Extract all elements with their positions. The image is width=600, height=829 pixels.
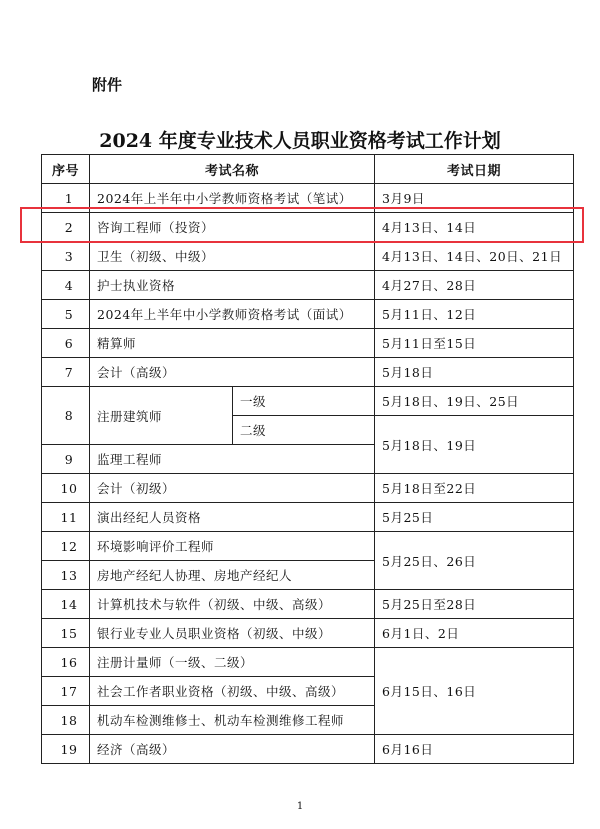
table-row bbox=[42, 648, 574, 677]
table-row bbox=[42, 213, 574, 242]
row-no: 1 bbox=[42, 184, 90, 213]
exam-date: 6月1日、2日 bbox=[375, 619, 574, 648]
row-no: 4 bbox=[42, 271, 90, 300]
row-no: 11 bbox=[42, 503, 90, 532]
page-number: 1 bbox=[296, 801, 304, 812]
exam-name: 演出经纪人员资格 bbox=[90, 503, 375, 532]
exam-name: 机动车检测维修士、机动车检测维修工程师 bbox=[90, 706, 375, 735]
row-no: 14 bbox=[42, 590, 90, 619]
table-row bbox=[42, 735, 574, 764]
exam-name: 2024年上半年中小学教师资格考试（面试） bbox=[90, 300, 375, 329]
table-row bbox=[42, 184, 574, 213]
exam-name: 环境影响评价工程师 bbox=[90, 532, 375, 561]
row-no: 12 bbox=[42, 532, 90, 561]
exam-date: 4月27日、28日 bbox=[375, 271, 574, 300]
table-row bbox=[42, 300, 574, 329]
row-no: 19 bbox=[42, 735, 90, 764]
exam-subname: 二级 bbox=[233, 416, 375, 445]
table-header-row bbox=[42, 155, 574, 184]
exam-name: 房地产经纪人协理、房地产经纪人 bbox=[90, 561, 375, 590]
table-row bbox=[42, 271, 574, 300]
header-name: 考试名称 bbox=[90, 155, 375, 184]
exam-name: 银行业专业人员职业资格（初级、中级） bbox=[90, 619, 375, 648]
exam-date: 4月13日、14日 bbox=[375, 213, 574, 242]
row-no: 3 bbox=[42, 242, 90, 271]
table-row bbox=[42, 358, 574, 387]
row-no: 6 bbox=[42, 329, 90, 358]
header-no: 序号 bbox=[42, 155, 90, 184]
exam-name: 会计（高级） bbox=[90, 358, 375, 387]
exam-name: 社会工作者职业资格（初级、中级、高级） bbox=[90, 677, 375, 706]
row-no: 10 bbox=[42, 474, 90, 503]
exam-name: 2024年上半年中小学教师资格考试（笔试） bbox=[90, 184, 375, 213]
exam-date: 5月25日至28日 bbox=[375, 590, 574, 619]
table-row bbox=[42, 619, 574, 648]
row-no: 2 bbox=[42, 213, 90, 242]
exam-date: 5月25日 bbox=[375, 503, 574, 532]
row-no: 7 bbox=[42, 358, 90, 387]
exam-date: 6月15日、16日 bbox=[375, 648, 574, 735]
row-no: 17 bbox=[42, 677, 90, 706]
table-row bbox=[42, 329, 574, 358]
exam-subname: 一级 bbox=[233, 387, 375, 416]
table-row bbox=[42, 503, 574, 532]
exam-date: 5月18日 bbox=[375, 358, 574, 387]
exam-date: 6月16日 bbox=[375, 735, 574, 764]
exam-date: 5月25日、26日 bbox=[375, 532, 574, 590]
exam-name: 注册建筑师 bbox=[90, 387, 233, 445]
row-no: 13 bbox=[42, 561, 90, 590]
row-no: 8 bbox=[42, 387, 90, 445]
table-row bbox=[42, 387, 574, 416]
table-row bbox=[42, 532, 574, 561]
row-no: 5 bbox=[42, 300, 90, 329]
exam-name: 卫生（初级、中级） bbox=[90, 242, 375, 271]
exam-name: 监理工程师 bbox=[90, 445, 375, 474]
exam-date: 5月11日至15日 bbox=[375, 329, 574, 358]
exam-date: 4月13日、14日、20日、21日 bbox=[375, 242, 574, 271]
page-title: 2024 年度专业技术人员职业资格考试工作计划 bbox=[99, 130, 501, 152]
row-no: 16 bbox=[42, 648, 90, 677]
exam-name: 会计（初级） bbox=[90, 474, 375, 503]
row-no: 18 bbox=[42, 706, 90, 735]
table-row bbox=[42, 242, 574, 271]
row-no: 15 bbox=[42, 619, 90, 648]
header-date: 考试日期 bbox=[375, 155, 574, 184]
exam-date: 5月18日、19日、25日 bbox=[375, 387, 574, 416]
exam-date: 3月9日 bbox=[375, 184, 574, 213]
exam-name: 护士执业资格 bbox=[90, 271, 375, 300]
exam-date: 5月18日、19日 bbox=[375, 416, 574, 474]
exam-schedule-table bbox=[41, 154, 574, 764]
exam-date: 5月18日至22日 bbox=[375, 474, 574, 503]
exam-name: 精算师 bbox=[90, 329, 375, 358]
exam-name: 经济（高级） bbox=[90, 735, 375, 764]
exam-name: 计算机技术与软件（初级、中级、高级） bbox=[90, 590, 375, 619]
attachment-label: 附件 bbox=[92, 76, 123, 94]
table-row bbox=[42, 474, 574, 503]
exam-name: 咨询工程师（投资） bbox=[90, 213, 375, 242]
table-row bbox=[42, 590, 574, 619]
exam-name: 注册计量师（一级、二级） bbox=[90, 648, 375, 677]
exam-date: 5月11日、12日 bbox=[375, 300, 574, 329]
row-no: 9 bbox=[42, 445, 90, 474]
